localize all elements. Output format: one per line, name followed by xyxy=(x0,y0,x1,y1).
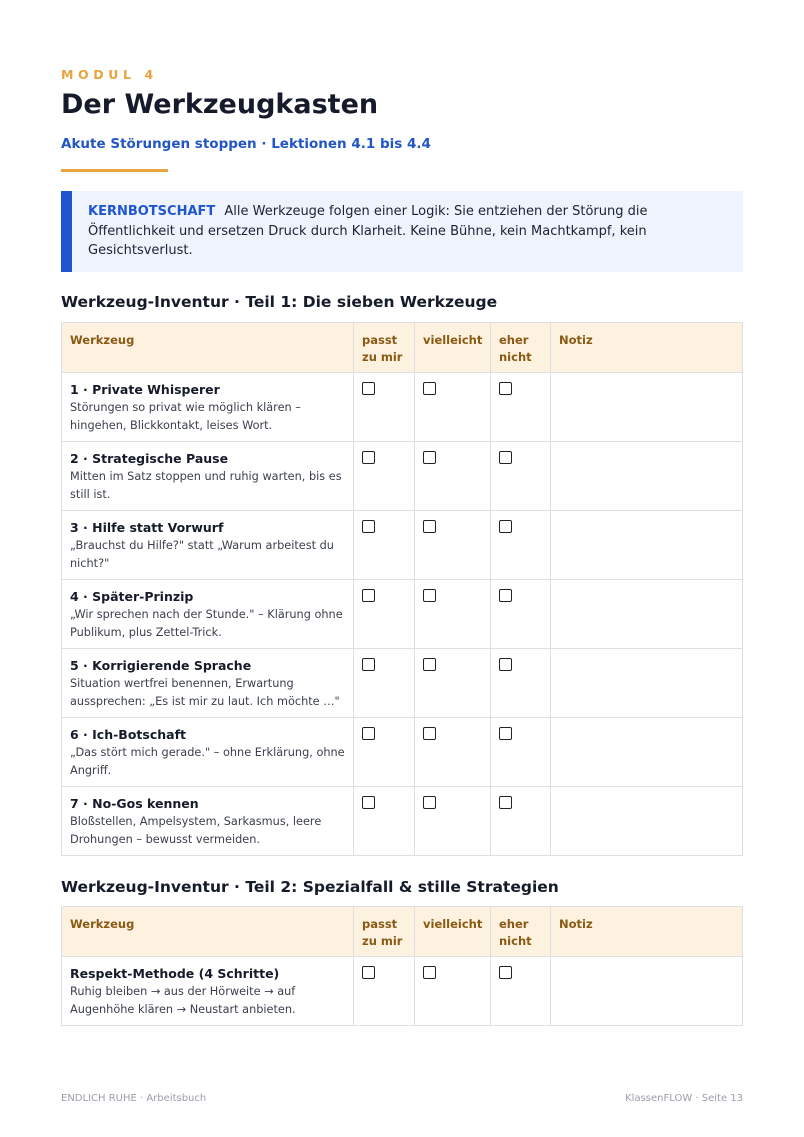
fit-checkbox[interactable] xyxy=(362,520,375,533)
maybe-cell xyxy=(415,649,491,718)
maybe-cell xyxy=(415,373,491,442)
not-cell xyxy=(491,649,551,718)
not-cell xyxy=(491,787,551,856)
maybe-checkbox[interactable] xyxy=(423,658,436,671)
note-field[interactable] xyxy=(551,580,743,649)
not-checkbox[interactable] xyxy=(499,382,512,395)
fit-cell xyxy=(354,580,415,649)
fit-checkbox[interactable] xyxy=(362,382,375,395)
not-checkbox[interactable] xyxy=(499,727,512,740)
header-note: Notiz xyxy=(551,323,743,373)
maybe-checkbox[interactable] xyxy=(423,727,436,740)
not-cell xyxy=(491,511,551,580)
tool-inventory-table-1 xyxy=(61,322,743,856)
tool-cell xyxy=(62,511,354,580)
tool-description: „Das stört mich gerade." – ohne Erklärung, ohne Angriff. xyxy=(70,746,345,777)
fit-checkbox[interactable] xyxy=(362,451,375,464)
table-row xyxy=(62,442,743,511)
note-field[interactable] xyxy=(551,718,743,787)
header-maybe: vielleicht xyxy=(415,907,491,957)
maybe-cell xyxy=(415,580,491,649)
tool-inventory-table-2 xyxy=(61,906,743,1026)
maybe-cell xyxy=(415,511,491,580)
tool-name: 3 · Hilfe statt Vorwurf xyxy=(70,520,224,535)
fit-cell xyxy=(354,373,415,442)
fit-cell xyxy=(354,718,415,787)
tool-cell xyxy=(62,649,354,718)
note-field[interactable] xyxy=(551,957,743,1026)
note-field[interactable] xyxy=(551,511,743,580)
fit-cell xyxy=(354,442,415,511)
tool-cell xyxy=(62,787,354,856)
fit-cell xyxy=(354,957,415,1026)
callout-text: Alle Werkzeuge folgen einer Logik: Sie entziehen der Störung die Öffentlichkeit und ersetzen Druck durch Klarheit. Keine Bühne, kein Machtkampf, kein Gesichtsverlust. xyxy=(88,204,648,258)
maybe-checkbox[interactable] xyxy=(423,382,436,395)
table-row xyxy=(62,511,743,580)
fit-checkbox[interactable] xyxy=(362,796,375,809)
fit-checkbox[interactable] xyxy=(362,589,375,602)
tool-cell xyxy=(62,580,354,649)
tool-description: „Wir sprechen nach der Stunde." – Klärung ohne Publikum, plus Zettel-Trick. xyxy=(70,608,343,639)
header-fit: passt zu mir xyxy=(354,323,415,373)
tool-description: Bloßstellen, Ampelsystem, Sarkasmus, leere Drohungen – bewusst vermeiden. xyxy=(70,815,322,846)
tool-cell xyxy=(62,957,354,1026)
module-eyebrow: MODUL 4 xyxy=(61,67,158,82)
not-cell xyxy=(491,718,551,787)
fit-checkbox[interactable] xyxy=(362,966,375,979)
not-cell xyxy=(491,580,551,649)
tool-description: Mitten im Satz stoppen und ruhig warten, bis es still ist. xyxy=(70,470,342,501)
note-field[interactable] xyxy=(551,442,743,511)
table-header-row xyxy=(62,907,743,957)
header-not: eher nicht xyxy=(491,323,551,373)
page-title: Der Werkzeugkasten xyxy=(61,89,379,120)
not-cell xyxy=(491,373,551,442)
section-1-title: Werkzeug-Inventur · Teil 1: Die sieben Werkzeuge xyxy=(61,293,498,311)
maybe-cell xyxy=(415,957,491,1026)
maybe-cell xyxy=(415,718,491,787)
not-checkbox[interactable] xyxy=(499,589,512,602)
fit-cell xyxy=(354,787,415,856)
table-row xyxy=(62,649,743,718)
tool-description: Störungen so privat wie möglich klären – hingehen, Blickkontakt, leises Wort. xyxy=(70,401,301,432)
tool-cell xyxy=(62,373,354,442)
maybe-checkbox[interactable] xyxy=(423,589,436,602)
tool-name: 4 · Später-Prinzip xyxy=(70,589,194,604)
fit-cell xyxy=(354,511,415,580)
tool-description: „Brauchst du Hilfe?" statt „Warum arbeitest du nicht?" xyxy=(70,539,334,570)
header-note: Notiz xyxy=(551,907,743,957)
tool-description: Ruhig bleiben → aus der Hörweite → auf Augenhöhe klären → Neustart anbieten. xyxy=(70,985,296,1016)
note-field[interactable] xyxy=(551,649,743,718)
maybe-cell xyxy=(415,442,491,511)
not-cell xyxy=(491,957,551,1026)
maybe-checkbox[interactable] xyxy=(423,451,436,464)
header-not: eher nicht xyxy=(491,907,551,957)
table-header-row xyxy=(62,323,743,373)
section-2-title: Werkzeug-Inventur · Teil 2: Spezialfall & stille Strategien xyxy=(61,878,559,896)
not-checkbox[interactable] xyxy=(499,520,512,533)
not-checkbox[interactable] xyxy=(499,658,512,671)
tool-name: 6 · Ich-Botschaft xyxy=(70,727,186,742)
header-tool: Werkzeug xyxy=(62,323,354,373)
not-checkbox[interactable] xyxy=(499,966,512,979)
tool-cell xyxy=(62,718,354,787)
not-cell xyxy=(491,442,551,511)
tool-name: 5 · Korrigierende Sprache xyxy=(70,658,252,673)
tool-name: 2 · Strategische Pause xyxy=(70,451,229,466)
table-row xyxy=(62,718,743,787)
fit-checkbox[interactable] xyxy=(362,658,375,671)
table-row xyxy=(62,787,743,856)
tool-name: 7 · No-Gos kennen xyxy=(70,796,199,811)
page-subtitle: Akute Störungen stoppen · Lektionen 4.1 bis 4.4 xyxy=(61,136,431,152)
maybe-checkbox[interactable] xyxy=(423,520,436,533)
maybe-checkbox[interactable] xyxy=(423,966,436,979)
footer-book-title: ENDLICH RUHE · Arbeitsbuch xyxy=(61,1093,207,1104)
not-checkbox[interactable] xyxy=(499,796,512,809)
accent-divider xyxy=(61,169,168,172)
header-tool: Werkzeug xyxy=(62,907,354,957)
tool-cell xyxy=(62,442,354,511)
tool-name: 1 · Private Whisperer xyxy=(70,382,220,397)
table-row xyxy=(62,957,743,1026)
table-row xyxy=(62,373,743,442)
fit-checkbox[interactable] xyxy=(362,727,375,740)
fit-cell xyxy=(354,649,415,718)
callout-label: KERNBOTSCHAFT xyxy=(88,204,216,219)
maybe-checkbox[interactable] xyxy=(423,796,436,809)
table-row xyxy=(62,580,743,649)
not-checkbox[interactable] xyxy=(499,451,512,464)
footer-page-label: KlassenFLOW · Seite 13 xyxy=(625,1093,743,1104)
maybe-cell xyxy=(415,787,491,856)
header-maybe: vielleicht xyxy=(415,323,491,373)
note-field[interactable] xyxy=(551,373,743,442)
header-fit: passt zu mir xyxy=(354,907,415,957)
tool-description: Situation wertfrei benennen, Erwartung aussprechen: „Es ist mir zu laut. Ich möchte …" xyxy=(70,677,340,708)
note-field[interactable] xyxy=(551,787,743,856)
tool-name: Respekt-Methode (4 Schritte) xyxy=(70,966,280,981)
key-message-callout xyxy=(61,191,743,272)
